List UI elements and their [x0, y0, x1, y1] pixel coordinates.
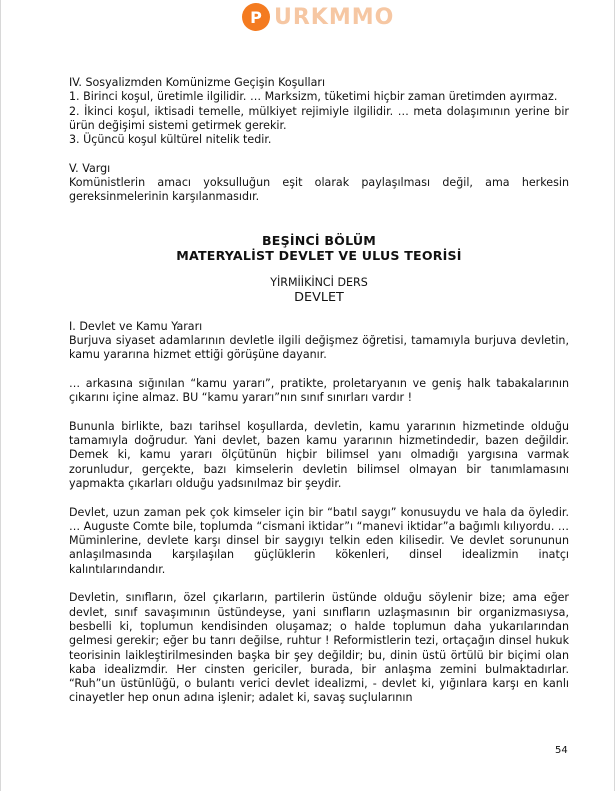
logo-mark: P — [242, 3, 270, 31]
section5-text: Komünistlerin amacı yoksulluğun eşit olarak paylaşılması değil, ama herkesin gereksinmelerinin karşılanmasıdır. — [69, 176, 569, 204]
section5-title: V. Vargı — [69, 161, 111, 175]
paragraph-1: Burjuva siyaset adamlarının devletle ilgili değişmez öğretisi, tamamıyla burjuva devletin, kamu yararına hizmet ettiği görüşüne dayanır. — [69, 333, 569, 362]
page-left-border — [0, 0, 1, 791]
page-number: 54 — [555, 745, 568, 756]
chapter-number: BEŞİNCİ BÖLÜM — [261, 232, 377, 248]
logo-text: URKMMO — [274, 4, 395, 30]
document-page — [69, 76, 569, 706]
paragraph-4: Devlet, uzun zaman pek çok kimseler için bir “batıl saygı” konusuydu ve hala da öyledir. … Auguste Comte bile, toplumda “cismani iktidar”ı “manevi iktidar”a bağımlı kılıyordu. … Müminlerine, devlete karşı dinsel bir saygıyı telkin eden kilisedir. Ve devlet sorununun anlaşılmasında karşılaşılan güçlüklerin kökenleri, dinsel idealizmin inatçı kalıntılarındandır. — [69, 505, 569, 576]
section4-title: IV. Sosyalizmden Komünizme Geçişin Koşulları — [69, 76, 326, 89]
section4-item-2: 2. İkinci koşul, iktisadi temelle, mülkiyet rejimiyle ilgilidir. … meta dolaşımının yerine bir ürün değişimi sistemi getirmek gerekir. — [69, 104, 569, 132]
section4-item-1: 1. Birinci koşul, üretimle ilgilidir. … Marksizm, tüketimi hiçbir zaman üretimden ayırmaz. — [69, 90, 558, 104]
watermark-logo — [242, 2, 394, 32]
section4-item-3: 3. Üçüncü koşul kültürel nitelik tedir. — [69, 133, 272, 147]
section1-title: I. Devlet ve Kamu Yararı — [69, 319, 203, 333]
paragraph-3: Bununla birlikte, bazı tarihsel koşullarda, devletin, kamu yararının hizmetinde olduğu tamamıyla doğrudur. Yani devlet, bazen kamu yararının hizmetindedir, bazen değildir. Demek ki, kamu yararı ölçütünün hiçbir bilimsel yanı olmadığı yargısına varmak zorunludur, gerçekte, bazı kimselerin devletin bilimsel olmayan bir tanımlamasını yapmakta çıkarları olduğu yadsınılmaz bir şeydir. — [69, 419, 569, 490]
lesson-title: DEVLET — [294, 289, 344, 305]
paragraph-2: … arkasına sığınılan “kamu yararı”, pratikte, proletaryanın ve geniş halk tabakalarının çıkarını içine almaz. BU “kamu yararı”nın sınıf sınırları vardır ! — [69, 376, 569, 405]
paragraph-5: Devletin, sınıfların, özel çıkarların, partilerin üstünde olduğu söylenir bize; ama eğer devlet, sınıf savaşımının üstündeyse, yani sınıfların uzlaşmasının bir organizmasıysa, besbelli ki, toplumun kendisinden oluşamaz; o halde toplumun daha yukarılarından gelmesi gerekir; eğer bu tanrı değilse, ruhtur ! Reformistlerin tezi, ortaçağın dinsel hukuk teorisinin laikleştirilmesinden başka bir şey değildir; bu, dinin üstü örtülü bir biçimi olan kaba idealizmdir. Her cinsten gericiler, burada, bir anlaşma zemini bulmaktadırlar. “Ruh”un üstünlüğü, o bulantı verici devlet idealizmi, - devlet ki, yığınlara karşı en kanlı cinayetler hep onun adına işlenir; adalet ki, savaş suçlularının — [69, 591, 569, 705]
chapter-title: MATERYALİST DEVLET VE ULUS TEORİSİ — [176, 248, 462, 264]
lesson-number: YİRMİİKİNCİ DERS — [270, 275, 368, 289]
